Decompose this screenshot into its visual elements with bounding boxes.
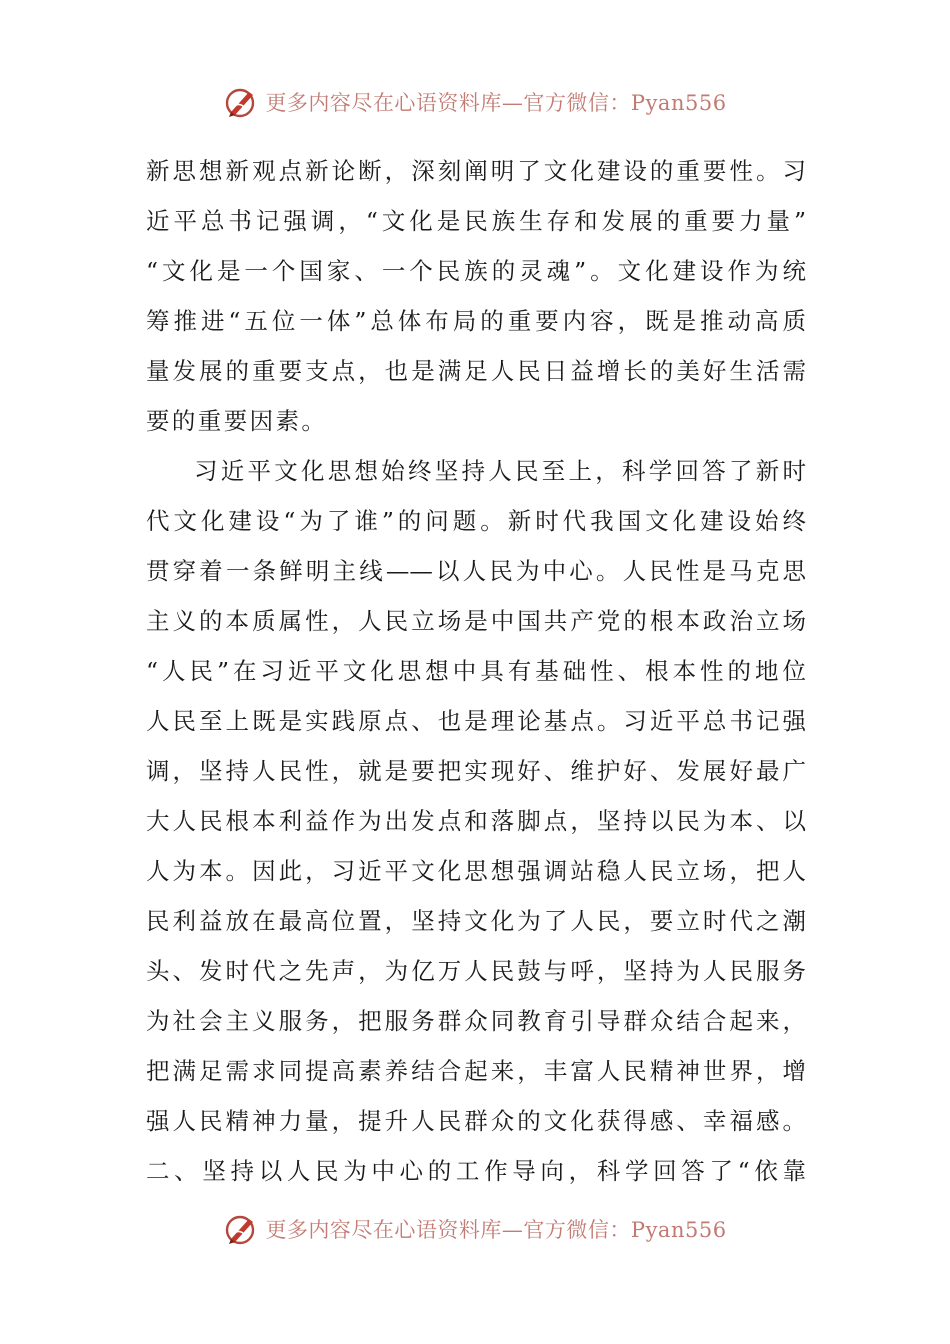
text-line: “文化是一个国家、一个民族的灵魂”。文化建设作为统 [146,257,806,285]
footer-banner-text: 更多内容尽在心语资料库—官方微信：Pyan556 [265,1218,727,1242]
pen-logo-icon [223,1211,259,1247]
header-banner-text: 更多内容尽在心语资料库—官方微信：Pyan556 [265,91,727,115]
text-line: “人民”在习近平文化思想中具有基础性、根本性的地位 [146,657,806,685]
text-line: 贯穿着一条鲜明主线——以人民为中心。人民性是马克思 [146,557,806,585]
text-line: 主义的本质属性，人民立场是中国共产党的根本政治立场 [146,607,806,635]
text-line: 调，坚持人民性，就是要把实现好、维护好、发展好最广 [146,757,806,785]
document-body [146,146,806,1196]
text-line: 量发展的重要支点，也是满足人民日益增长的美好生活需 [146,357,806,385]
text-line: 为社会主义服务，把服务群众同教育引导群众结合起来， [146,1007,806,1035]
text-line: 要的重要因素。 [146,407,328,435]
text-line: 民利益放在最高位置，坚持文化为了人民，要立时代之潮 [146,907,806,935]
section-heading-line: 二、坚持以人民为中心的工作导向，科学回答了“依靠 [146,1157,806,1185]
text-line: 强人民精神力量，提升人民群众的文化获得感、幸福感。 [146,1107,806,1135]
header-banner [0,80,950,124]
text-line: 人民至上既是实践原点、也是理论基点。习近平总书记强 [146,707,806,735]
footer-banner [0,1207,950,1251]
text-line: 代文化建设“为了谁”的问题。新时代我国文化建设始终 [146,507,806,535]
paragraph-first-line: 习近平文化思想始终坚持人民至上，科学回答了新时 [194,457,806,485]
text-line: 筹推进“五位一体”总体布局的重要内容，既是推动高质 [146,307,806,335]
text-line: 把满足需求同提高素养结合起来，丰富人民精神世界，增 [146,1057,806,1085]
text-line: 大人民根本利益作为出发点和落脚点，坚持以民为本、以 [146,807,806,835]
text-line: 人为本。因此，习近平文化思想强调站稳人民立场，把人 [146,857,806,885]
text-line: 近平总书记强调，“文化是民族生存和发展的重要力量” [146,207,806,235]
pen-logo-icon [223,84,259,120]
text-line: 新思想新观点新论断，深刻阐明了文化建设的重要性。习 [146,157,806,185]
text-line: 头、发时代之先声，为亿万人民鼓与呼，坚持为人民服务 [146,957,806,985]
